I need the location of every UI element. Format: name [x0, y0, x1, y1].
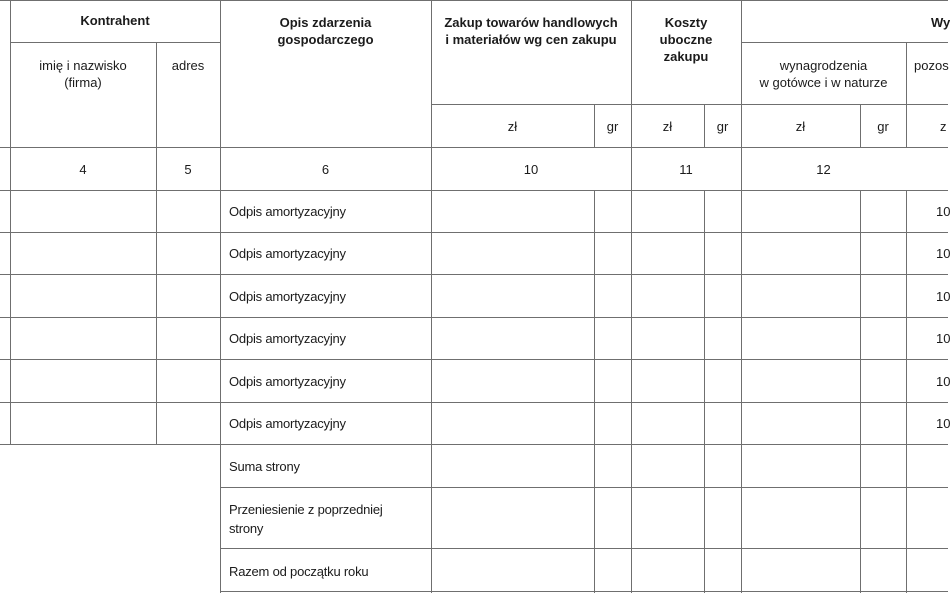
rule-row3	[0, 317, 948, 318]
header-pozostale: pozos	[914, 58, 949, 73]
rule-przeniesienie	[220, 548, 948, 549]
summary-razem: Razem od początku roku	[229, 564, 369, 579]
rule-suma	[220, 487, 948, 488]
header-zakup-gr: gr	[606, 119, 619, 134]
rule-row1	[0, 232, 948, 233]
rule-v-zakup-koszty	[631, 0, 632, 593]
rule-v-wyn-pozos	[906, 42, 907, 148]
header-koszty-zl: zł	[662, 119, 673, 134]
row-value: 10	[936, 374, 950, 389]
row-value: 10	[936, 246, 950, 261]
rule-v-koszty-gr-body	[704, 190, 705, 593]
rule-row4	[0, 359, 948, 360]
rule-koszty-under	[741, 42, 948, 43]
rule-v-wyn-pozos-body	[906, 190, 907, 593]
header-adres: adres	[171, 58, 205, 73]
rule-row2	[0, 274, 948, 275]
header-koszty-gr: gr	[716, 119, 729, 134]
header-kontrahent: Kontrahent	[80, 13, 150, 28]
col-number-5: 5	[184, 162, 192, 177]
rule-header-bottom	[0, 147, 948, 148]
row-value: 10	[936, 331, 950, 346]
col-number-12: 12	[816, 162, 831, 177]
rule-v-kontrahent-opis	[220, 0, 221, 593]
rule-v-wyn-gr-body	[860, 190, 861, 593]
col-number-6: 6	[321, 162, 330, 177]
header-opis: Opis zdarzenia gospodarczego	[277, 15, 374, 47]
rule-top	[0, 0, 948, 1]
header-wydatki: Wy	[931, 15, 950, 30]
rule-v-opis-zakup	[431, 0, 432, 593]
row-opis: Odpis amortyzacyjny	[229, 204, 346, 219]
row-opis: Odpis amortyzacyjny	[229, 246, 346, 261]
row-value: 10	[936, 289, 950, 304]
summary-suma-strony: Suma strony	[229, 459, 300, 474]
header-zakup-zl: zł	[507, 119, 518, 134]
header-pozos-zl: z	[940, 119, 947, 134]
rule-bottom	[220, 591, 948, 592]
row-opis: Odpis amortyzacyjny	[229, 289, 346, 304]
row-value: 10	[936, 416, 950, 431]
col-number-10: 10	[523, 162, 539, 177]
row-value: 10	[936, 204, 950, 219]
rule-numbers-bottom	[0, 190, 948, 191]
header-zakup: Zakup towarów handlowych i materiałów wg cen zakupu	[444, 15, 618, 47]
rule-kontrahent-under	[10, 42, 220, 43]
rule-row5	[0, 402, 948, 403]
row-opis: Odpis amortyzacyjny	[229, 416, 346, 431]
rule-row6	[0, 444, 948, 445]
header-wyn-zl: zł	[795, 119, 806, 134]
col-number-11: 11	[679, 162, 693, 177]
header-wyn-gr: gr	[877, 119, 889, 134]
summary-przeniesienie: Przeniesienie z poprzedniej strony	[229, 502, 383, 536]
rule-v-imie-adres	[156, 42, 157, 445]
rule-v-zakup-gr-body	[594, 190, 595, 593]
header-wynagrodzenia: wynagrodzenia w gotówce i w naturze	[759, 58, 888, 90]
rule-zlgr-top	[431, 104, 948, 105]
col-number-4: 4	[79, 162, 87, 177]
row-opis: Odpis amortyzacyjny	[229, 331, 346, 346]
header-imie-nazwisko: imię i nazwisko (firma)	[39, 58, 127, 90]
header-koszty: Koszty uboczne zakupu	[659, 15, 713, 64]
row-opis: Odpis amortyzacyjny	[229, 374, 346, 389]
